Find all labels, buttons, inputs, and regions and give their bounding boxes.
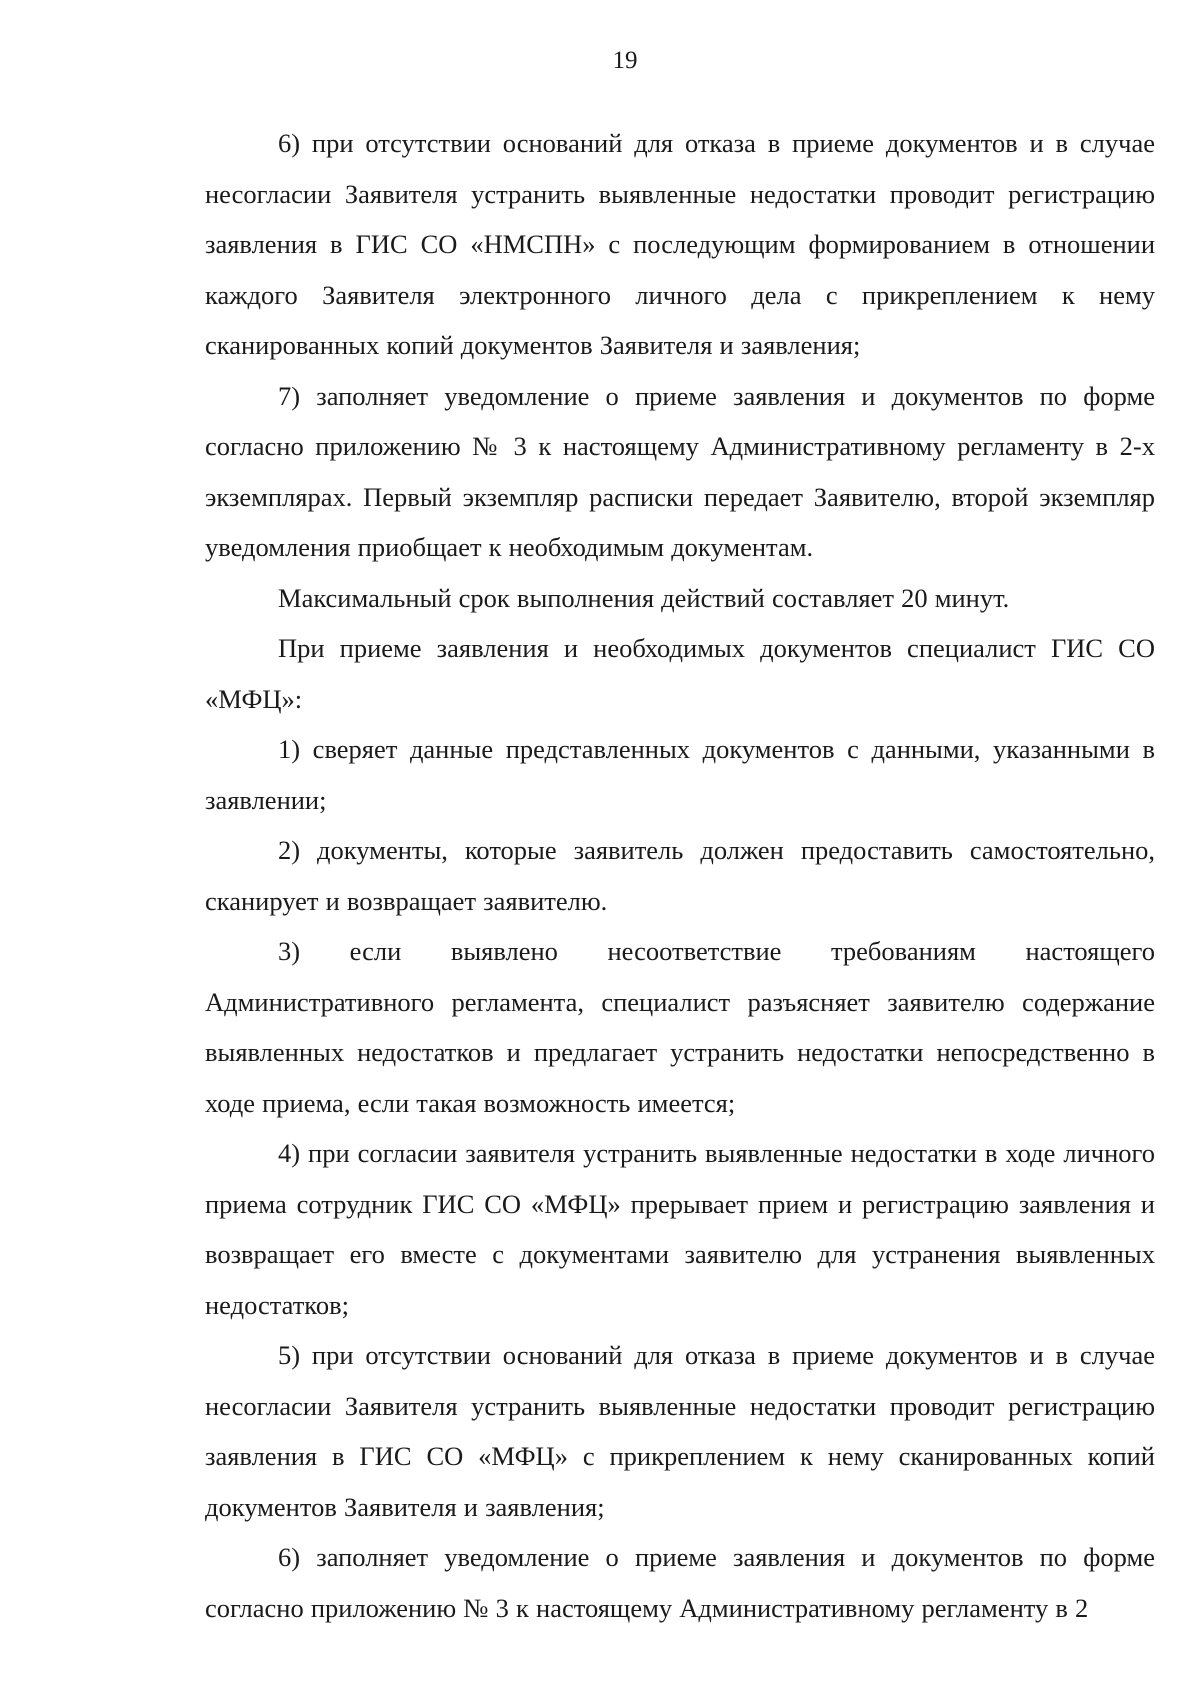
paragraph-mfc-item-3: 3) если выявлено несоответствие требованиям настоящего Административного регламента, специалист разъясняет заявителю содержание выявленных недостатков и предлагает устранить недостатки непосредственно в ходе приема, если такая возможность имеется; [205, 936, 1155, 1118]
paragraph-item-6-nmspn: 6) при отсутствии оснований для отказа в приеме документов и в случае несогласии Заявителя устранить выявленные недостатки проводит регистрацию заявления в ГИС СО «НМСПН» с последующим формированием в отношении каждого Заявителя электронного личного дела с прикреплением к нему сканированных копий документов Заявителя и заявления; [205, 128, 1155, 360]
paragraph-mfc-item-4: 4) при согласии заявителя устранить выявленные недостатки в ходе личного приема сотрудник ГИС СО «МФЦ» прерывает прием и регистрацию заявления и возвращает его вместе с документами заявителю для устранения выявленных недостатков; [205, 1138, 1155, 1320]
paragraph-mfc-item-2: 2) документы, которые заявитель должен предоставить самостоятельно, сканирует и возвращает заявителю. [205, 835, 1155, 916]
page-number: 19 [612, 47, 638, 74]
paragraph-mfc-item-5: 5) при отсутствии оснований для отказа в приеме документов и в случае несогласии Заявителя устранить выявленные недостатки проводит регистрацию заявления в ГИС СО «МФЦ» с прикреплением к нему сканированных копий документов Заявителя и заявления; [205, 1340, 1155, 1522]
paragraph-mfc-item-1: 1) сверяет данные представленных документов с данными, указанными в заявлении; [205, 734, 1155, 815]
document-body [205, 118, 1155, 1633]
paragraph-mfc-item-6: 6) заполняет уведомление о приеме заявления и документов по форме согласно приложению № 3 к настоящему Административному регламенту в 2 [205, 1542, 1155, 1623]
paragraph-mfc-intro: При приеме заявления и необходимых документов специалист ГИС СО «МФЦ»: [205, 633, 1155, 714]
paragraph-item-7-notice: 7) заполняет уведомление о приеме заявления и документов по форме согласно приложению № 3 к настоящему Административному регламенту в 2-х экземплярах. Первый экземпляр расписки передает Заявителю, второй экземпляр уведомления приобщает к необходимым документам. [205, 380, 1155, 562]
paragraph-max-duration: Максимальный срок выполнения действий составляет 20 минут. [278, 582, 1010, 613]
